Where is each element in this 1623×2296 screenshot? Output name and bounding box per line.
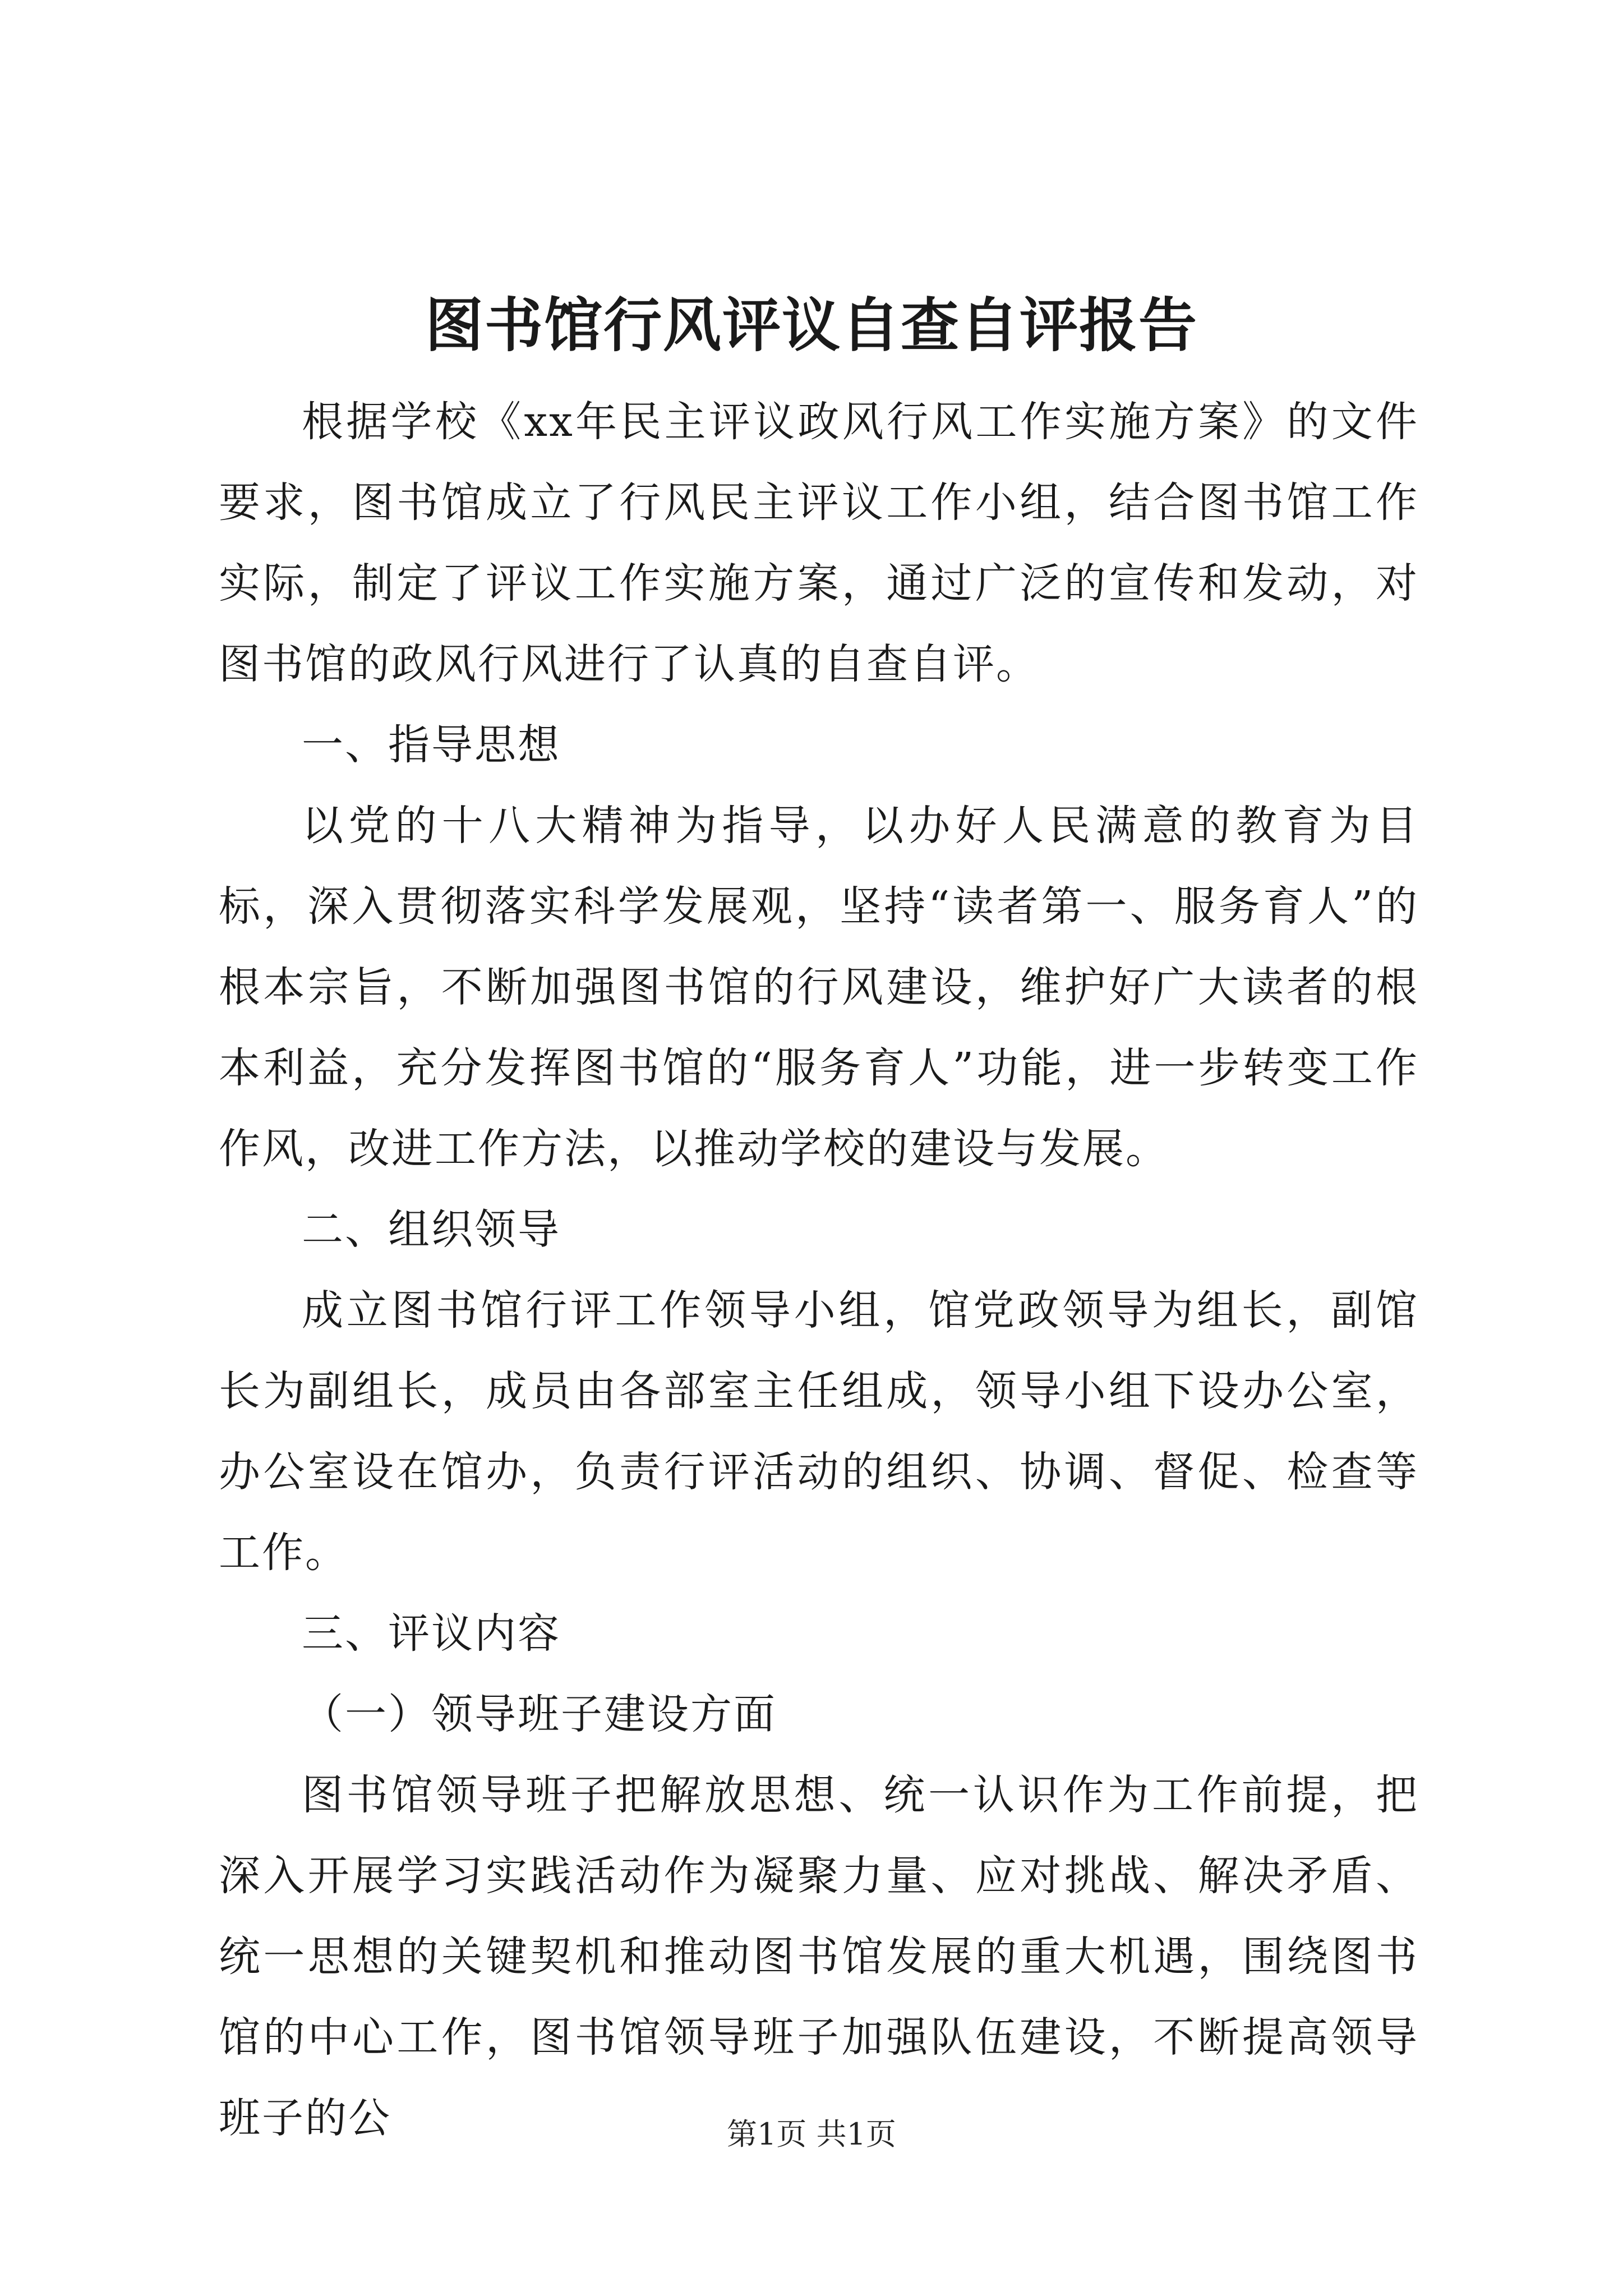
paragraph-leadership: 图书馆领导班子把解放思想、统一认识作为工作前提，把深入开展学习实践活动作为凝聚力量、应对挑战、解决矛盾、统一思想的关键契机和推动图书馆发展的重大机遇，围绕图书馆的中心工作，图书馆领导班子加强队伍建设，不断提高领导班子的公 [219,1771,1419,2142]
section-heading-guiding-thought: 一、指导思想 [302,721,561,769]
paragraph-intro: 根据学校《xx年民主评议政风行风工作实施方案》的文件要求，图书馆成立了行风民主评议工作小组，结合图书馆工作实际，制定了评议工作实施方案，通过广泛的宣传和发动，对图书馆的政风行风进行了认真的自查自评。 [219,398,1419,688]
section-heading-organization: 二、组织领导 [302,1205,561,1254]
paragraph-guiding-thought: 以党的十八大精神为指导，以办好人民满意的教育为目标，深入贯彻落实科学发展观，坚持“读者第一、服务育人”的根本宗旨，不断加强图书馆的行风建设，维护好广大读者的根本利益，充分发挥图书馆的“服务育人”功能，进一步转变工作作风，改进工作方法，以推动学校的建设与发展。 [219,802,1419,1173]
page-footer: 第1页 共1页 [727,2116,896,2152]
section-heading-review-content: 三、评议内容 [302,1609,561,1658]
paragraph-organization: 成立图书馆行评工作领导小组，馆党政领导为组长，副馆长为副组长，成员由各部室主任组成，领导小组下设办公室，办公室设在馆办，负责行评活动的组织、协调、督促、检查等工作。 [219,1286,1419,1577]
subsection-heading-leadership: （一）领导班子建设方面 [302,1690,777,1738]
document-body [219,381,1419,2159]
document-title: 图书馆行风评议自查自评报告 [425,291,1198,360]
